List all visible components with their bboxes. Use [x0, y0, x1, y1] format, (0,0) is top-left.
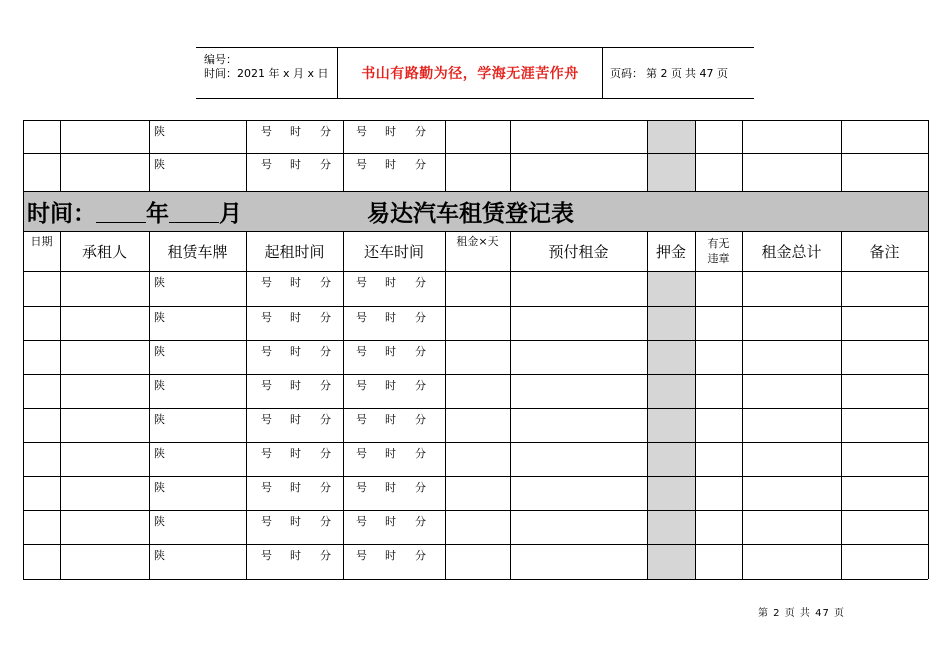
return-minute-unit: 分 [415, 481, 426, 494]
col-plate: 租赁车牌 [167, 242, 228, 261]
rental-register-table [23, 120, 928, 580]
start-time-unit: 时 [290, 481, 301, 494]
start-hour-unit: 号 [261, 413, 272, 426]
plate-prefix: 陕 [154, 276, 165, 289]
table-rule [246, 231, 247, 579]
table-rule [841, 231, 842, 579]
code-label: 编号： [204, 53, 237, 66]
start-minute-unit: 分 [320, 549, 331, 562]
month-blank[interactable] [169, 200, 219, 223]
return-minute-unit: 分 [415, 125, 426, 138]
page-footer: 第 2 页 共 47 页 [758, 608, 845, 619]
start-time-unit: 时 [290, 515, 301, 528]
page-label: 页码： [610, 67, 643, 80]
table-rule [343, 231, 344, 579]
table-rule [23, 231, 24, 579]
table-rule [23, 271, 928, 272]
page-current: 第 2 页 [646, 67, 682, 80]
start-minute-unit: 分 [320, 515, 331, 528]
form-title: 易达汽车租赁登记表 [367, 199, 574, 227]
return-hour-unit: 号 [356, 481, 367, 494]
table-rule [445, 231, 446, 579]
table-rule [647, 231, 648, 579]
table-rule [445, 120, 446, 191]
table-rule [60, 231, 61, 579]
start-minute-unit: 分 [320, 379, 331, 392]
return-hour-unit: 号 [356, 311, 367, 324]
table-rule [742, 231, 743, 579]
table-rule [841, 120, 842, 191]
start-hour-unit: 号 [261, 311, 272, 324]
table-rule [23, 231, 928, 232]
table-rule [23, 510, 928, 511]
return-hour-unit: 号 [356, 276, 367, 289]
return-minute-unit: 分 [415, 311, 426, 324]
return-time-unit: 时 [385, 311, 396, 324]
start-minute-unit: 分 [320, 276, 331, 289]
table-rule [60, 120, 61, 191]
return-hour-unit: 号 [356, 125, 367, 138]
return-minute-unit: 分 [415, 379, 426, 392]
start-time-unit: 时 [290, 276, 301, 289]
col-deposit: 押金 [655, 242, 686, 261]
plate-prefix: 陕 [154, 413, 165, 426]
deposit-shade [647, 271, 695, 579]
return-minute-unit: 分 [415, 276, 426, 289]
table-rule [23, 442, 928, 443]
col-total: 租金总计 [761, 242, 822, 261]
start-minute-unit: 分 [320, 345, 331, 358]
page-header [196, 47, 754, 99]
plate-prefix: 陕 [154, 481, 165, 494]
start-time-unit: 时 [290, 413, 301, 426]
plate-prefix: 陕 [154, 447, 165, 460]
return-time-unit: 时 [385, 549, 396, 562]
plate-prefix: 陕 [154, 515, 165, 528]
start-hour-unit: 号 [261, 345, 272, 358]
return-hour-unit: 号 [356, 158, 367, 171]
table-rule [23, 120, 928, 121]
start-minute-unit: 分 [320, 158, 331, 171]
return-hour-unit: 号 [356, 379, 367, 392]
start-minute-unit: 分 [320, 413, 331, 426]
start-time-unit: 时 [290, 158, 301, 171]
table-rule [928, 191, 929, 231]
header-divider [602, 48, 603, 98]
title-time-label: 时间： [27, 199, 96, 227]
table-rule [742, 120, 743, 191]
start-hour-unit: 号 [261, 158, 272, 171]
return-minute-unit: 分 [415, 413, 426, 426]
return-time-unit: 时 [385, 481, 396, 494]
table-rule [23, 544, 928, 545]
start-time-unit: 时 [290, 311, 301, 324]
table-rule [23, 306, 928, 307]
col-violation-line2: 违章 [707, 252, 730, 265]
return-minute-unit: 分 [415, 549, 426, 562]
return-time-unit: 时 [385, 125, 396, 138]
plate-prefix: 陕 [154, 549, 165, 562]
table-rule [695, 120, 696, 191]
col-violation [695, 231, 742, 271]
col-rate-days: 租金×天 [456, 235, 499, 248]
start-hour-unit: 号 [261, 515, 272, 528]
table-rule [510, 120, 511, 191]
table-rule [928, 120, 929, 191]
return-hour-unit: 号 [356, 515, 367, 528]
page-indicator [610, 48, 731, 98]
return-time-unit: 时 [385, 276, 396, 289]
header-motto: 书山有路勤为径，学海无涯苦作舟 [361, 66, 579, 82]
date-label: 时间：2021 年 x 月 x 日 [204, 67, 329, 80]
form-title-row [27, 191, 574, 231]
start-time-unit: 时 [290, 447, 301, 460]
table-rule [23, 191, 928, 192]
title-month-label: 月 [219, 199, 242, 227]
return-time-unit: 时 [385, 345, 396, 358]
return-time-unit: 时 [385, 447, 396, 460]
col-start-time: 起租时间 [264, 242, 325, 261]
start-hour-unit: 号 [261, 549, 272, 562]
start-hour-unit: 号 [261, 481, 272, 494]
return-minute-unit: 分 [415, 447, 426, 460]
plate-prefix: 陕 [154, 125, 165, 138]
header-meta [204, 53, 329, 81]
year-blank[interactable] [96, 200, 146, 223]
return-time-unit: 时 [385, 413, 396, 426]
start-hour-unit: 号 [261, 379, 272, 392]
table-rule [928, 231, 929, 579]
start-time-unit: 时 [290, 125, 301, 138]
col-date: 日期 [30, 235, 53, 248]
col-prepaid: 预付租金 [548, 242, 609, 261]
plate-prefix: 陕 [154, 311, 165, 324]
title-year-label: 年 [146, 199, 169, 227]
col-renter: 承租人 [81, 242, 127, 261]
table-rule [23, 374, 928, 375]
start-minute-unit: 分 [320, 125, 331, 138]
return-hour-unit: 号 [356, 413, 367, 426]
table-rule [23, 476, 928, 477]
table-rule [149, 231, 150, 579]
table-rule [343, 120, 344, 191]
table-rule [23, 120, 24, 191]
return-minute-unit: 分 [415, 345, 426, 358]
return-minute-unit: 分 [415, 515, 426, 528]
return-time-unit: 时 [385, 379, 396, 392]
table-rule [23, 579, 928, 580]
page-total: 共 47 页 [685, 67, 728, 80]
table-rule [23, 408, 928, 409]
table-rule [510, 231, 511, 579]
deposit-shade [647, 120, 695, 191]
table-rule [23, 340, 928, 341]
table-rule [23, 153, 928, 154]
start-minute-unit: 分 [320, 481, 331, 494]
plate-prefix: 陕 [154, 379, 165, 392]
start-hour-unit: 号 [261, 447, 272, 460]
col-violation-line1: 有无 [707, 237, 730, 250]
return-minute-unit: 分 [415, 158, 426, 171]
return-time-unit: 时 [385, 515, 396, 528]
table-rule [695, 231, 696, 579]
table-rule [246, 120, 247, 191]
start-time-unit: 时 [290, 345, 301, 358]
start-minute-unit: 分 [320, 447, 331, 460]
table-rule [23, 191, 24, 231]
start-minute-unit: 分 [320, 311, 331, 324]
plate-prefix: 陕 [154, 345, 165, 358]
plate-prefix: 陕 [154, 158, 165, 171]
table-rule [149, 120, 150, 191]
col-remark: 备注 [869, 242, 900, 261]
start-hour-unit: 号 [261, 125, 272, 138]
col-return-time: 还车时间 [363, 242, 424, 261]
table-rule [647, 120, 648, 191]
start-hour-unit: 号 [261, 276, 272, 289]
start-time-unit: 时 [290, 379, 301, 392]
start-time-unit: 时 [290, 549, 301, 562]
return-hour-unit: 号 [356, 345, 367, 358]
return-hour-unit: 号 [356, 447, 367, 460]
return-hour-unit: 号 [356, 549, 367, 562]
return-time-unit: 时 [385, 158, 396, 171]
